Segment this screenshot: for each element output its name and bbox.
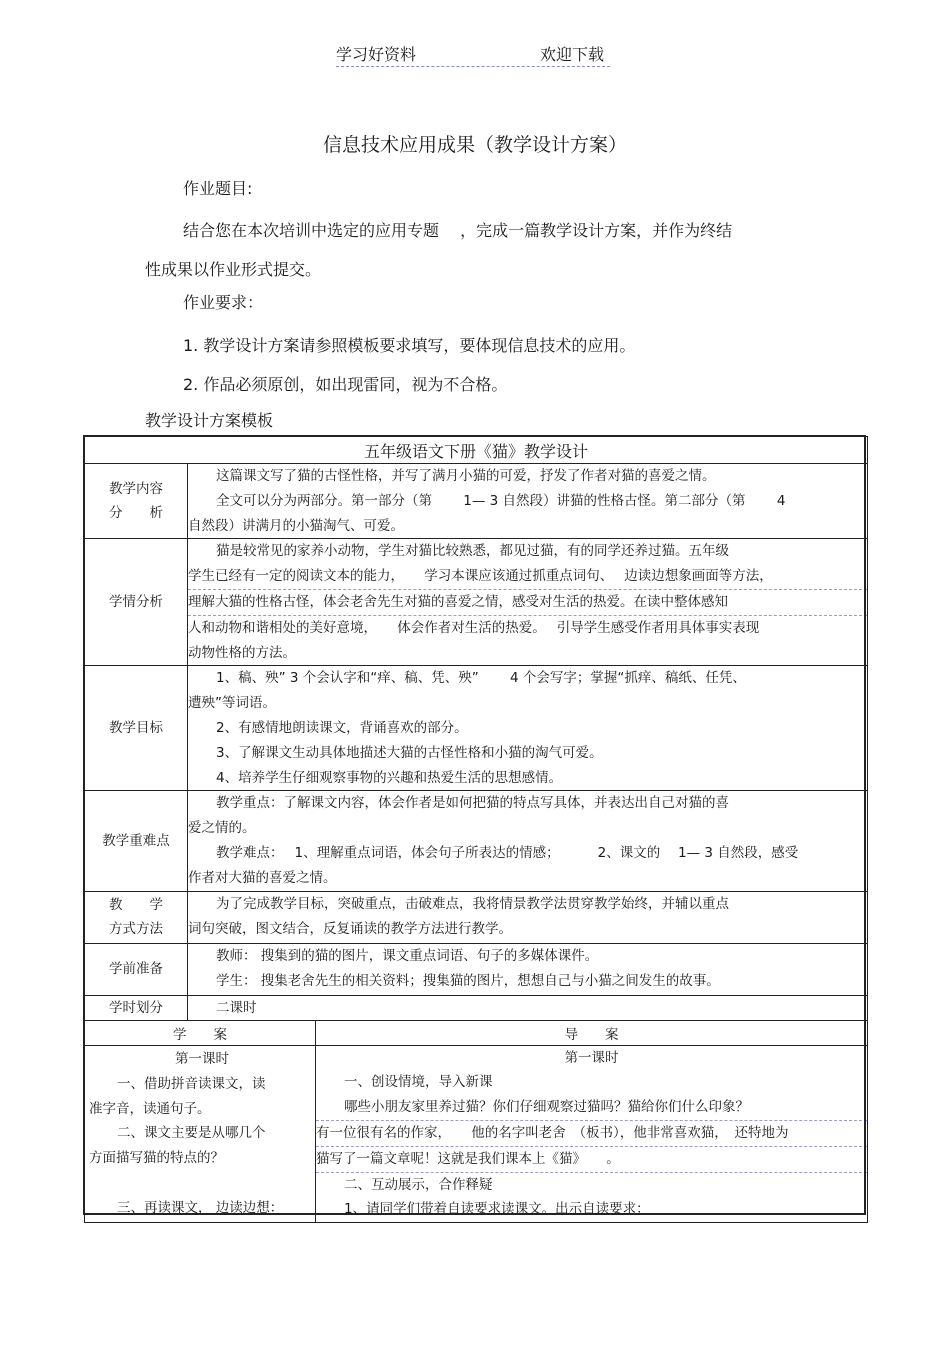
header-underline [336,66,610,67]
column-header-study-plan: 学 案 [85,1020,316,1045]
row-label-key-points: 教学重难点 [85,791,188,891]
row-content-teaching-goals: 1、稿、殃” 3 个会认字和“痒、稿、凭、殃” 4 个会写字；掌握“抓痒、稿纸、任凭、 遭殃”等词语。 2、有感情地朗读课文，背诵喜欢的部分。 3、了解课文生动具体地描述大猫的古怪性格和小猫的淘气可爱。 4、培养学生仔细观察事物的兴趣和热爱生活的思想感情。 [188,666,868,791]
row-content-content-analysis: 这篇课文写了猫的古怪性格，并写了满月小猫的可爱，抒发了作者对猫的喜爱之情。 全文可以分为两部分。第一部分（第 1— 3 自然段）讲猫的性格古怪。第二部分（第 4 自然段）讲满月的小猫淘气、可爱。 [188,464,868,539]
study-plan-content: 第一课时 一、借助拼音读课文，读 准字音，读通句子。 二、课文主要是从哪几个 方面描写猫的特点的？ 三、再读课文， 边读边想： [85,1045,316,1223]
row-label-teaching-goals: 教学目标 [85,666,188,791]
requirement-label: 作业要求： [183,293,264,312]
topic-text-line-1: 结合您在本次培训中选定的应用专题 ，完成一篇教学设计方案，并作为终结 [183,221,733,240]
row-label-preparation: 学前准备 [85,943,188,995]
requirement-1: 1. 教学设计方案请参照模板要求填写，要体现信息技术的应用。 [183,336,636,355]
column-header-guide-plan: 导 案 [316,1020,868,1045]
row-label-teaching-methods: 教 学 方式方法 [85,891,188,943]
row-content-teaching-methods: 为了完成教学目标，突破重点，击破难点，我将情景教学法贯穿教学始终，并辅以重点 词句突破，图文结合，反复诵读的教学方法进行教学。 [188,891,868,943]
row-content-learner-analysis: 猫是较常见的家养小动物，学生对猫比较熟悉，都见过猫，有的同学还养过猫。五年级 学生已经有一定的阅读文本的能力， 学习本课应该通过抓重点词句、 边读边想象画面等方法， 理解大猫的性格古怪，体会老舍先生对猫的喜爱之情，感受对生活的热爱。在读中整体感知 人和动物和谐相处的美好意境， 体会作者对生活的热爱。 引导学生感受作者用具体事实表现 动物性格的方法。 [188,539,868,666]
row-label-learner-analysis: 学情分析 [85,539,188,666]
document-title: 信息技术应用成果（教学设计方案） [322,134,627,156]
topic-label: 作业题目: [183,179,253,198]
row-content-class-hours: 二课时 [188,995,868,1020]
row-label-class-hours: 学时划分 [85,995,188,1020]
header-left-text: 学习好资料 [336,45,417,64]
row-content-preparation: 教师： 搜集到的猫的图片，课文重点词语、句子的多媒体课件。 学生： 搜集老舍先生的相关资料；搜集猫的图片，想想自己与小猫之间发生的故事。 [188,943,868,995]
row-label-content-analysis: 教学内容 分 析 [85,464,188,539]
lesson-plan-table [84,436,868,1223]
template-label: 教学设计方案模板 [145,411,274,430]
guide-plan-content: 第一课时 一、创设情境，导入新课 哪些小朋友家里养过猫？你们仔细观察过猫吗？猫给你们什么印象？ 有一位很有名的作家， 他的名字叫老舍 （板书），他非常喜欢猫， 还特地为 猫写了一篇文章呢！这就是我们课本上《猫》 。 二、互动展示，合作释疑 1、请同学们带着自读要求读课文。出示自读要求： [316,1045,868,1223]
row-content-key-points: 教学重点：了解课文内容，体会作者是如何把猫的特点写具体，并表达出自己对猫的喜 爱之情的。 教学难点： 1、理解重点词语，体会句子所表达的情感； 2、课文的 1— 3 自然段，感受 作者对大猫的喜爱之情。 [188,791,868,891]
requirement-2: 2. 作品必须原创，如出现雷同，视为不合格。 [183,375,508,394]
topic-text-line-2: 性成果以作业形式提交。 [145,260,322,279]
table-title: 五年级语文下册《猫》教学设计 [85,437,868,464]
header-right-text: 欢迎下载 [540,45,605,64]
